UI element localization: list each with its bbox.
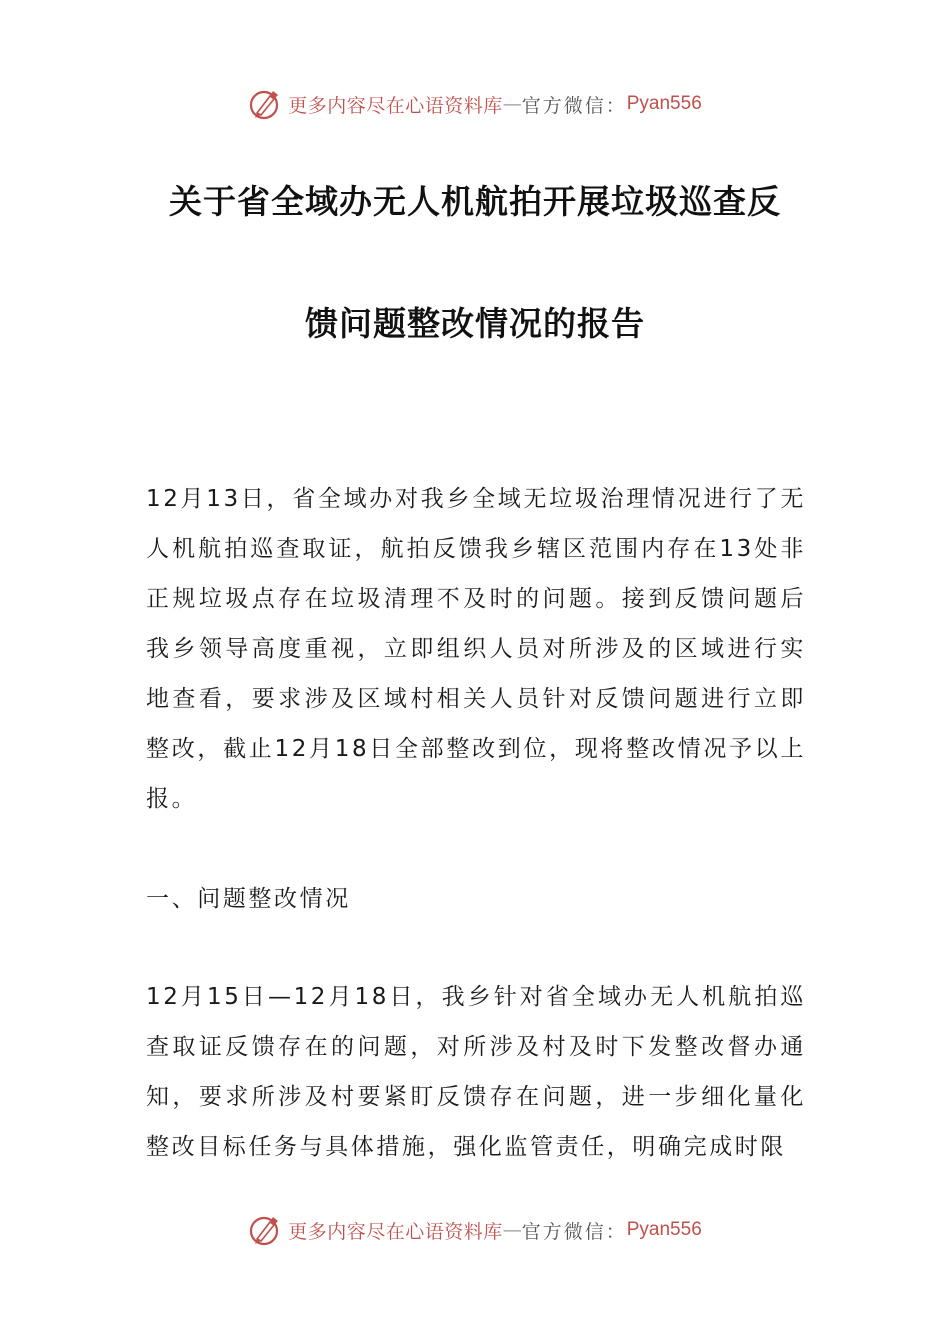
banner-text: 更多内容尽在心语资料库 [288, 1220, 503, 1243]
banner-dash: — [502, 93, 522, 115]
banner-wechat-id: Pyan556 [626, 1219, 702, 1240]
banner-wechat-label: 官方微信： [521, 94, 627, 117]
banner-wechat-label: 官方微信： [521, 1220, 627, 1243]
document-title-line-1: 关于省全域办无人机航拍开展垃圾巡查反 [169, 182, 781, 221]
banner-text: 更多内容尽在心语资料库 [288, 94, 503, 117]
header-banner[interactable] [0, 84, 950, 124]
pen-quill-logo-icon [248, 1213, 282, 1247]
paragraph-intro: 12月13日，省全域办对我乡全域无垃圾治理情况进行了无人机航拍巡查取证，航拍反馈我乡辖区范围内存在13处非正规垃圾点存在垃圾清理不及时的问题。接到反馈问题后我乡领导高度重视，立即组织人员对所涉及的区域进行实地查看，要求涉及区域村相关人员针对反馈问题进行立即整改，截止12月18日全部整改到位，现将整改情况予以上报。 [146, 486, 806, 812]
paragraph-rectification: 12月15日—12月18日，我乡针对省全域办无人机航拍巡查取证反馈存在的问题，对所涉及村及时下发整改督办通知，要求所涉及村要紧盯反馈存在问题，进一步细化量化整改目标任务与具体措施，强化监管责任，明确完成时限 [146, 984, 806, 1160]
banner-dash: — [502, 1219, 522, 1241]
section-heading-1: 一、问题整改情况 [146, 886, 351, 912]
footer-banner[interactable] [0, 1210, 950, 1250]
document-title-line-2: 馈问题整改情况的报告 [305, 304, 645, 343]
pen-quill-logo-icon [248, 87, 282, 121]
banner-wechat-id: Pyan556 [626, 93, 702, 114]
